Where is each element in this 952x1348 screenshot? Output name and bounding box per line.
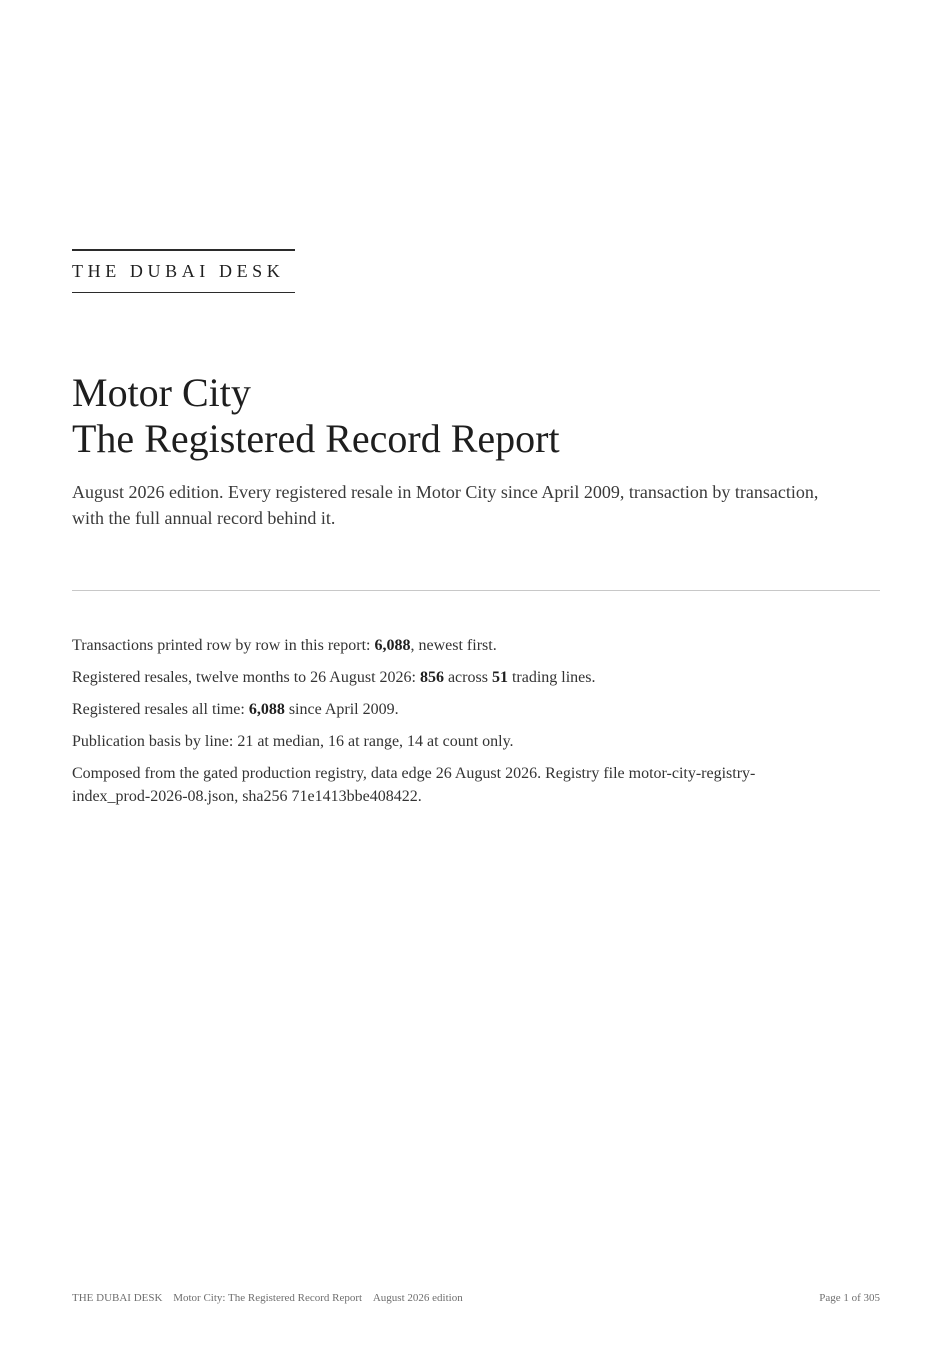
- fact-twelve-months: Registered resales, twelve months to 26 August 2026: 856 across 51 trading lines.: [72, 669, 596, 686]
- page-number: Page 1 of 305: [819, 1292, 880, 1304]
- key-facts: [72, 634, 832, 817]
- footer-report: Motor City: The Registered Record Report: [173, 1292, 363, 1304]
- section-divider: [72, 590, 880, 591]
- fact-publication-basis: Publication basis by line: 21 at median, 16 at range, 14 at count only.: [72, 733, 514, 750]
- masthead: [72, 249, 295, 293]
- printed-count: 6,088: [374, 637, 411, 654]
- title-line-1: Motor City: [72, 370, 251, 415]
- footer-publication: THE DUBAI DESK: [72, 1292, 163, 1304]
- publication-name: THE DUBAI DESK: [72, 261, 285, 281]
- trading-lines-count: 51: [491, 669, 508, 686]
- report-title: [72, 370, 560, 462]
- footer-running-head: [72, 1292, 463, 1304]
- fact-provenance: Composed from the gated production registry, data edge 26 August 2026. Registry file motor-city-registry-index_prod-2026-08.json, sha256 71e1413bbe408422.: [72, 765, 756, 805]
- all-time-count: 6,088: [248, 701, 285, 718]
- title-line-2: The Registered Record Report: [72, 416, 560, 461]
- twelve-month-count: 856: [419, 669, 444, 686]
- report-dek: August 2026 edition. Every registered resale in Motor City since April 2009, transaction by transaction, with the full annual record behind it.: [72, 482, 819, 528]
- fact-all-time: Registered resales all time: 6,088 since April 2009.: [72, 701, 399, 718]
- footer-edition: August 2026 edition: [372, 1292, 463, 1304]
- fact-printed-transactions: Transactions printed row by row in this report: 6,088, newest first.: [72, 637, 497, 654]
- page-footer: [72, 1292, 880, 1304]
